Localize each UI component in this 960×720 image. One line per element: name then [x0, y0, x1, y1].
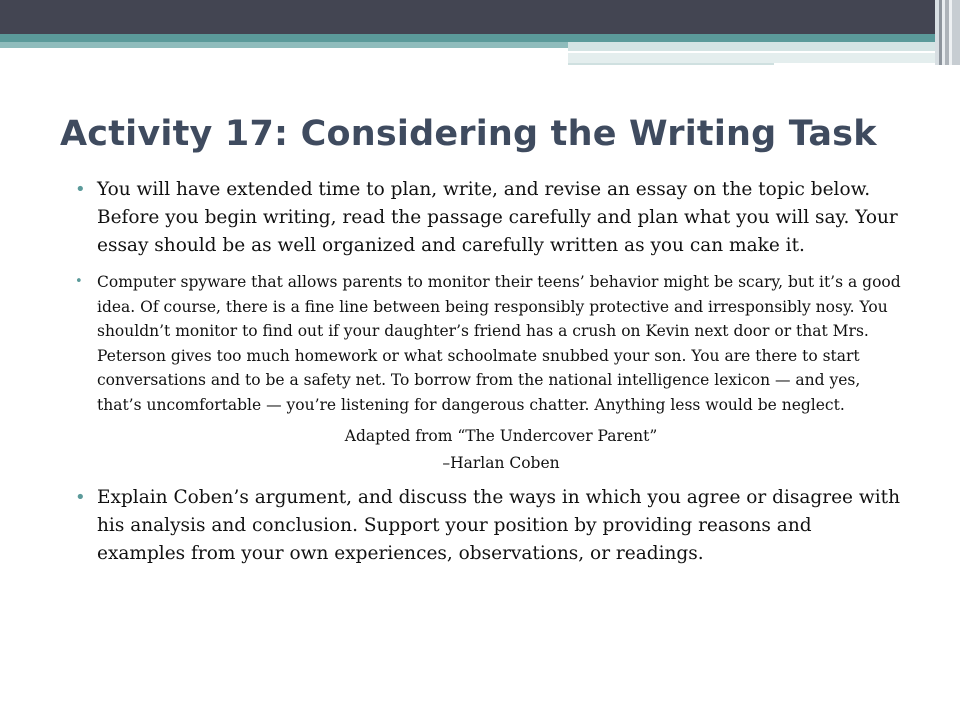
bullet-passage-text: Computer spyware that allows parents to monitor their teens’ behavior might be scary, but it’s a good idea. Of course, there is a fine line between being responsibly protective and irresponsibly nosy. You shouldn’t monitor to find out if your daughter’s friend has a crush on Kevin next door or that Mrs. Peterson gives too much homework or what schoolmate snubbed your son. You are there to start conversations and to be a safety net. To borrow from the national intelligence lexicon — and yes, that’s uncomfortable — you’re listening for dangerous chatter. Anything less would be neglect.	[97, 273, 901, 414]
header-bar	[0, 0, 960, 34]
attribution-source: Adapted from “The Undercover Parent”	[344, 427, 658, 445]
accent-band	[0, 42, 568, 48]
corner-stripe	[952, 0, 960, 65]
bullet-icon: •	[75, 487, 86, 508]
accent-band	[568, 42, 935, 51]
bullet-passage	[75, 270, 905, 417]
bullet-intro-text: You will have extended time to plan, write, and revise an essay on the topic below. Before you begin writing, read the passage carefully and plan what you will say. Your essay should be as well organized and carefully written as you can make it.	[97, 179, 898, 256]
bullet-task	[75, 484, 905, 568]
bullet-icon: •	[75, 179, 86, 200]
accent-band	[0, 34, 935, 42]
slide-body	[75, 176, 905, 568]
bullet-intro	[75, 176, 905, 260]
bullet-icon: •	[75, 274, 83, 289]
slide-title: Activity 17: Considering the Writing Task	[60, 114, 877, 154]
accent-line	[568, 63, 774, 65]
accent-band	[568, 53, 935, 63]
attribution-author: –Harlan Coben	[442, 454, 560, 472]
bullet-task-text: Explain Coben’s argument, and discuss the ways in which you agree or disagree with his analysis and conclusion. Support your position by providing reasons and examples from your own experiences, observations, or readings.	[97, 487, 900, 564]
